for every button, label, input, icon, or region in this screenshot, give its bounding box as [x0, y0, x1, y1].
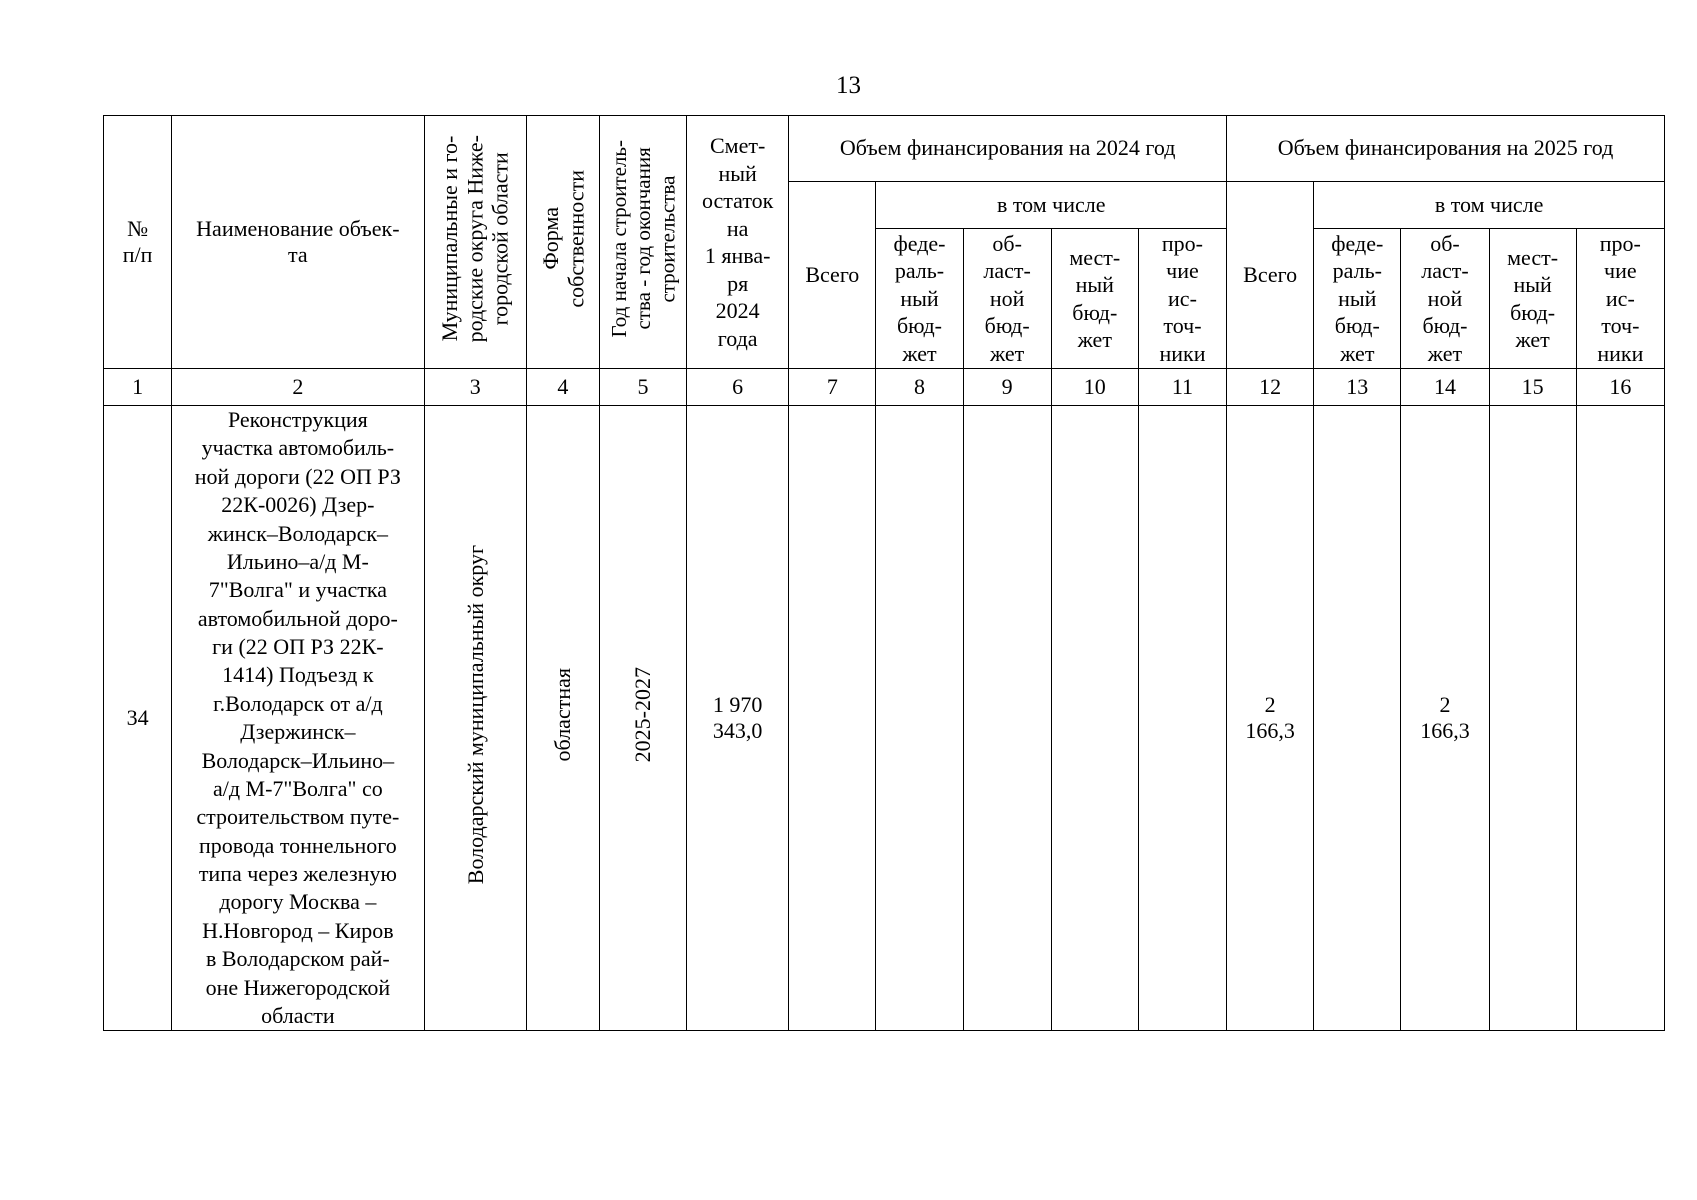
column-number: 11	[1138, 369, 1226, 406]
row-other-2025	[1576, 406, 1664, 1031]
header-local-2024: мест- ный бюд- жет	[1051, 229, 1138, 369]
header-years	[599, 116, 686, 369]
header-name: Наименование объек- та	[172, 116, 424, 369]
header-num: № п/п	[104, 116, 172, 369]
row-ownership-text: областная	[550, 668, 576, 762]
header-row-1	[104, 116, 1665, 182]
column-number: 12	[1227, 369, 1314, 406]
header-funding-2025: Объем финансирования на 2025 год	[1227, 116, 1665, 182]
column-number: 7	[789, 369, 876, 406]
row-federal-2025	[1314, 406, 1401, 1031]
column-number: 5	[599, 369, 686, 406]
row-years-text: 2025-2027	[630, 667, 656, 763]
header-estimate: Смет- ный остаток на 1 янва- ря 2024 года	[687, 116, 789, 369]
header-including-2024: в том числе	[876, 182, 1227, 229]
column-number: 10	[1051, 369, 1138, 406]
row-local-2024	[1051, 406, 1138, 1031]
construction-objects-table	[103, 115, 1665, 1031]
row-estimate: 1 970 343,0	[687, 406, 789, 1031]
column-number: 6	[687, 369, 789, 406]
column-number: 9	[963, 369, 1051, 406]
row-num: 34	[104, 406, 172, 1031]
column-number: 14	[1401, 369, 1489, 406]
header-other-2024: про- чие ис- точ- ники	[1138, 229, 1226, 369]
header-municipality	[424, 116, 526, 369]
column-number: 4	[526, 369, 599, 406]
row-regional-2024	[963, 406, 1051, 1031]
header-ownership	[526, 116, 599, 369]
column-number: 15	[1489, 369, 1576, 406]
column-number: 1	[104, 369, 172, 406]
column-number: 8	[876, 369, 963, 406]
page-number: 13	[836, 72, 861, 99]
header-regional-2025: об- ласт- ной бюд- жет	[1401, 229, 1489, 369]
header-federal-2025: феде- раль- ный бюд- жет	[1314, 229, 1401, 369]
header-total-2025: Всего	[1227, 182, 1314, 369]
row-municipality-text: Володарский муниципальный округ	[462, 545, 488, 885]
row-total-2024	[789, 406, 876, 1031]
header-total-2024: Всего	[789, 182, 876, 369]
column-numbers-row	[104, 369, 1665, 406]
header-federal-2024: феде- раль- ный бюд- жет	[876, 229, 963, 369]
header-regional-2024: об- ласт- ной бюд- жет	[963, 229, 1051, 369]
column-number: 3	[424, 369, 526, 406]
column-number: 16	[1576, 369, 1664, 406]
header-years-text: Год начала строитель- ства - год окончания строительства	[606, 140, 680, 338]
column-number: 13	[1314, 369, 1401, 406]
row-ownership	[526, 406, 599, 1031]
row-local-2025	[1489, 406, 1576, 1031]
row-years	[599, 406, 686, 1031]
row-total-2025: 2 166,3	[1227, 406, 1314, 1031]
header-including-2025: в том числе	[1314, 182, 1665, 229]
row-other-2024	[1138, 406, 1226, 1031]
row-regional-2025: 2 166,3	[1401, 406, 1489, 1031]
header-municipality-text: Муниципальные и го- родские округа Ниже- городской области	[437, 135, 513, 343]
row-federal-2024	[876, 406, 963, 1031]
column-number: 2	[172, 369, 424, 406]
header-other-2025: про- чие ис- точ- ники	[1576, 229, 1664, 369]
row-object-name: Реконструкция участка автомобиль- ной дороги (22 ОП РЗ 22К-0026) Дзер- жинск–Володарск– Ильино–а/д М- 7"Волга" и участка автомобильной доро- ги (22 ОП РЗ 22К- 1414) Подъезд к г.Володарск от а/д Дзержинск– Володарск–Ильино– а/д М-7"Волга" со строительством путе- провода тоннельного типа через железную дорогу Москва – Н.Новгород – Киров в Володарском рай- оне Нижегородской области	[172, 406, 424, 1031]
header-local-2025: мест- ный бюд- жет	[1489, 229, 1576, 369]
row-municipality	[424, 406, 526, 1031]
table-row	[104, 406, 1665, 1031]
header-ownership-text: Форма собственности	[537, 170, 588, 308]
header-funding-2024: Объем финансирования на 2024 год	[789, 116, 1227, 182]
